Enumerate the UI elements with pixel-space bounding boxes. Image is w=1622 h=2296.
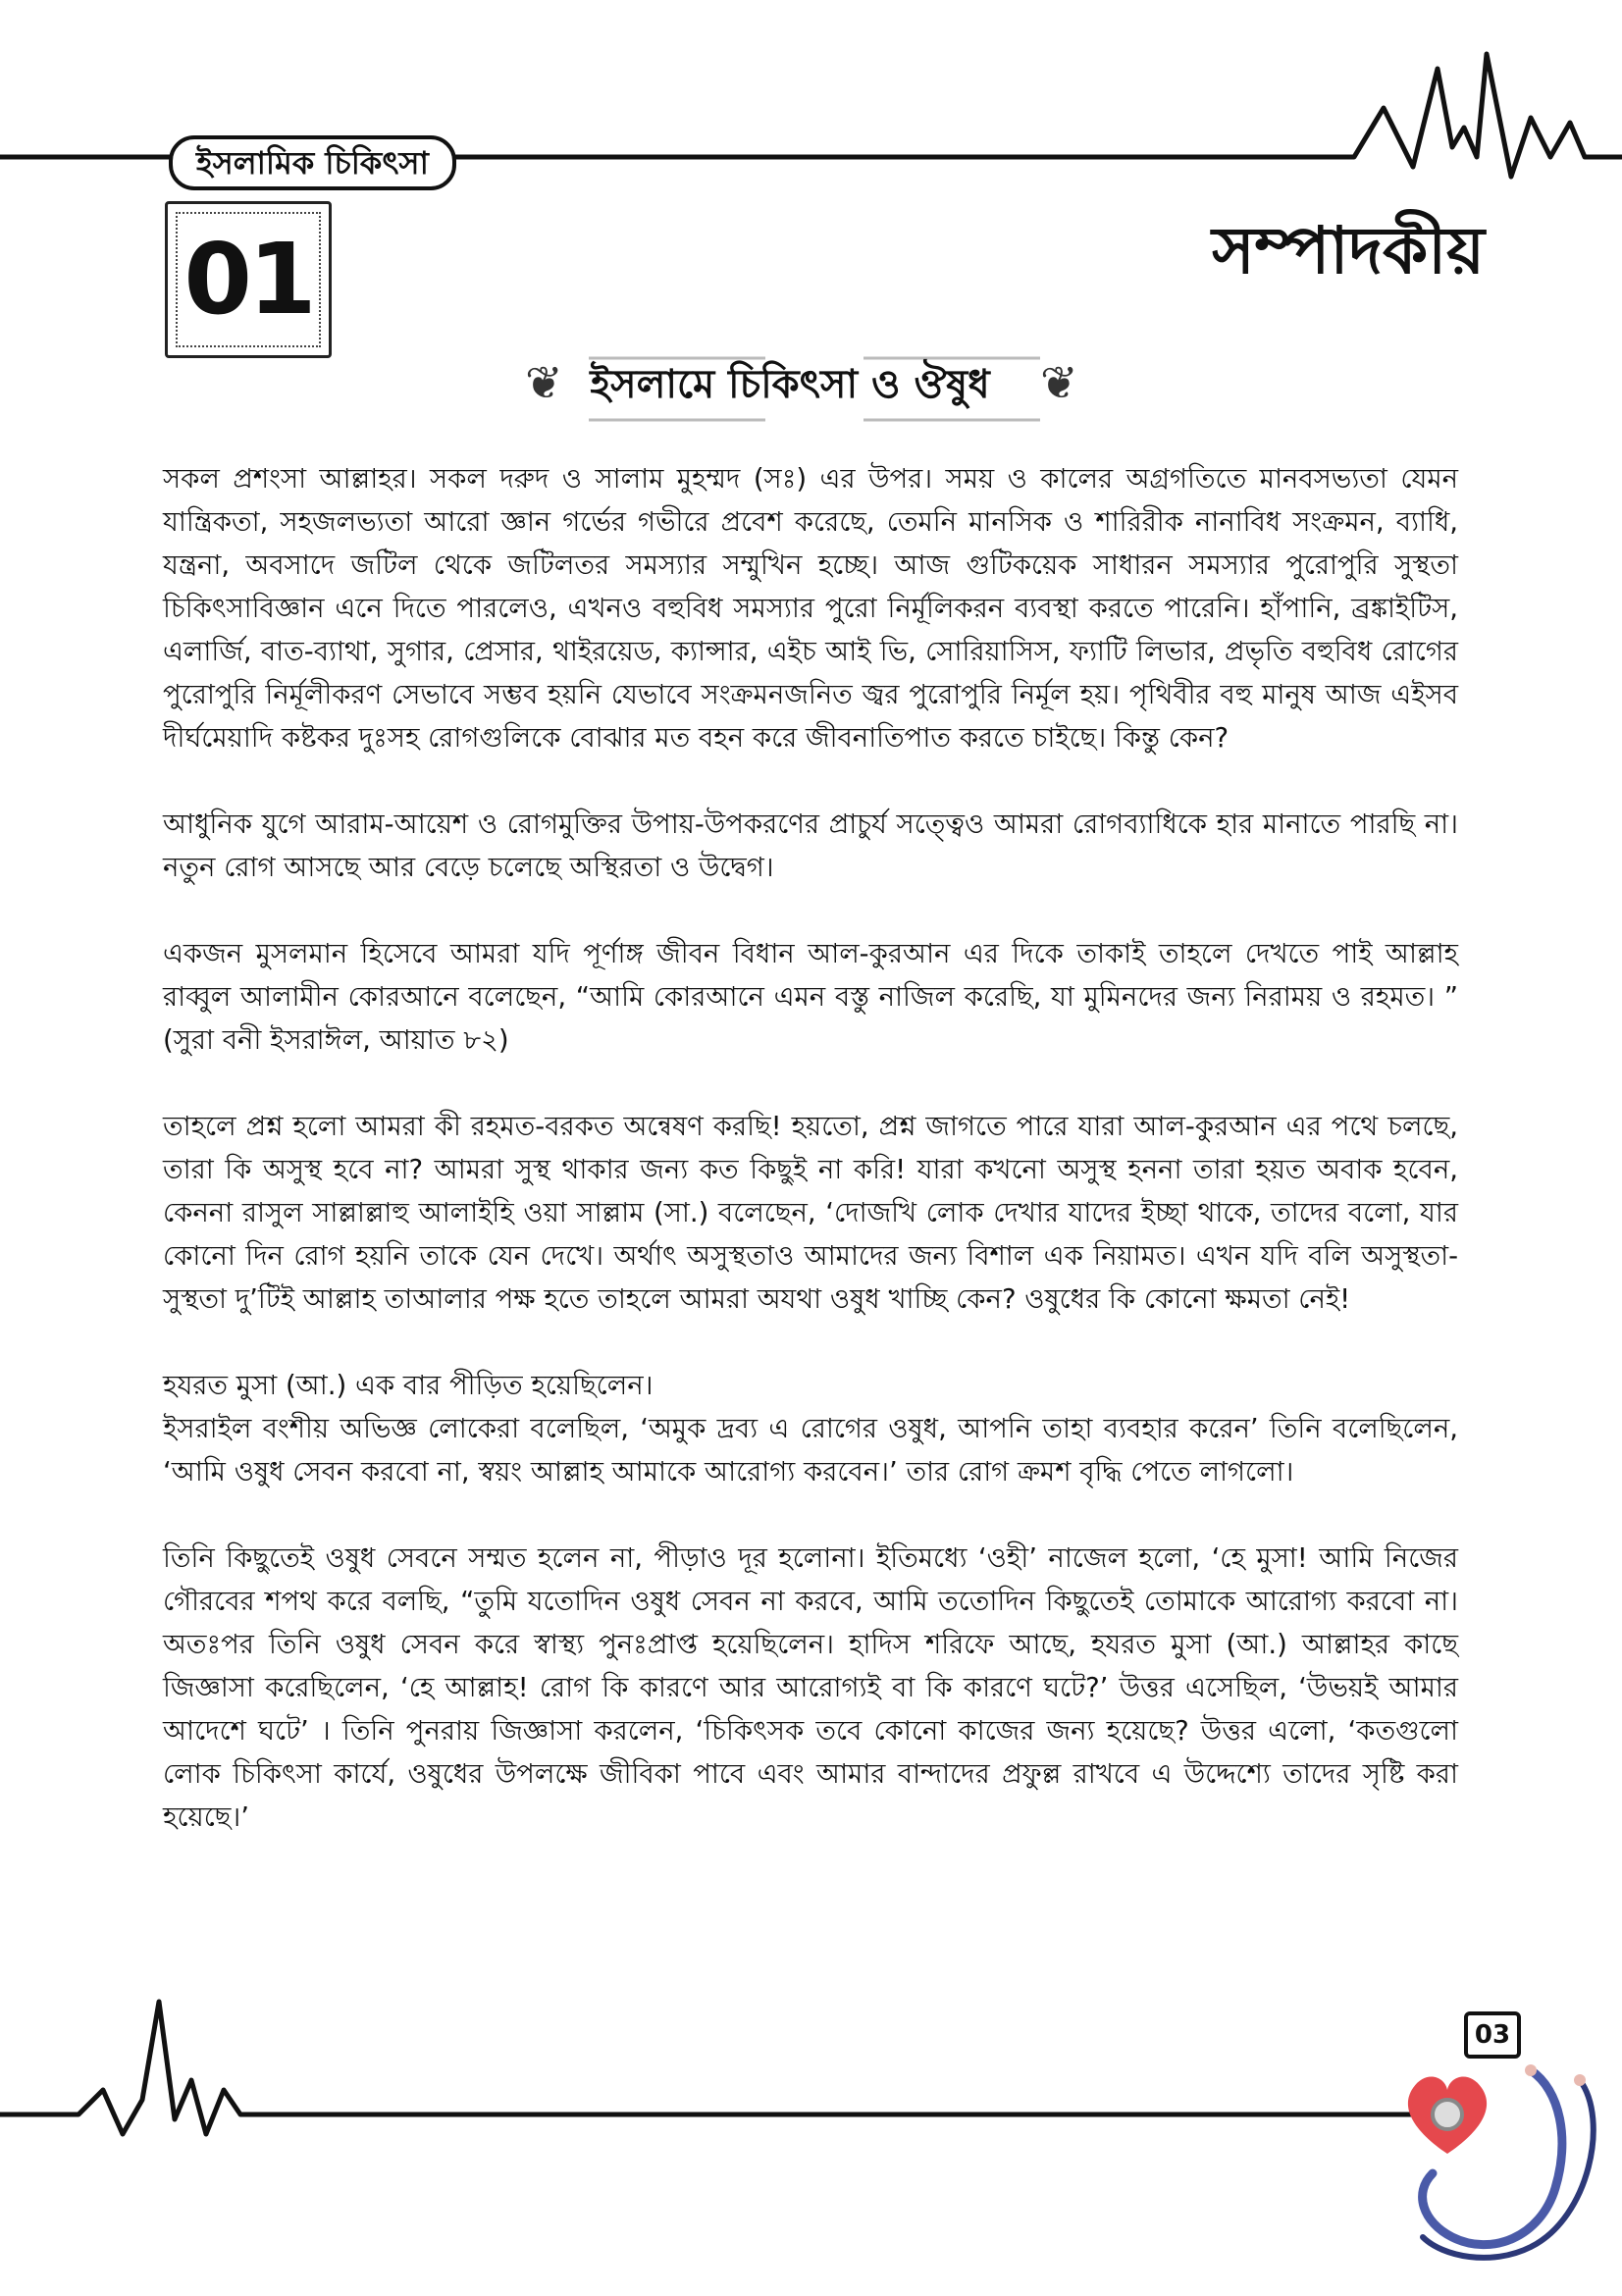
right-ornament-icon: ❦ <box>1040 356 1078 409</box>
paragraph: তিনি কিছুতেই ওষুধ সেবনে সম্মত হলেন না, পীড়াও দূর হলোনা। ইতিমধ্যে ‘ওহী’ নাজেল হলো, ‘হে মুসা! আমি নিজের গৌরবের শপথ করে বলছি, “তুমি যতোদিন ওষুধ সেবন না করবে, আমি ততোদিন কিছুতেই তোমাকে আরোগ্য করবো না। অতঃপর তিনি ওষুধ সেবন করে স্বাস্থ্য পুনঃপ্রাপ্ত হয়েছিলেন। হাদিস শরিফে আছে, হযরত মুসা (আ.) আল্লাহর কাছে জিজ্ঞাসা করেছিলেন, ‘হে আল্লাহ! রোগ কি কারণে আর আরোগ্যই বা কি কারণে ঘটে?’ উত্তর এসেছিল, ‘উভয়ই আমার আদেশে ঘটে’ । তিনি পুনরায় জিজ্ঞাসা করলেন, ‘চিকিৎসক তবে কোনো কাজের জন্য হয়েছে? উত্তর এলো, ‘কতগুলো লোক চিকিৎসা কার্যে, ওষুধের উপলক্ষে জীবিকা পাবে এবং আমার বান্দাদের প্রফুল্ল রাখবে এ উদ্দেশ্যে তাদের সৃষ্টি করা হয়েছে।’ <box>163 1542 1458 1833</box>
magazine-name: ইসলামিক চিকিৎসা <box>169 135 456 190</box>
paragraph: সকল প্রশংসা আল্লাহর। সকল দরুদ ও সালাম মুহম্মদ (সঃ) এর উপর। সময় ও কালের অগ্রগতিতে মানবসভ্যতা যেমন যান্ত্রিকতা, সহজলভ্যতা আরো জ্ঞান গর্ভের গভীরে প্রবেশ করেছে, তেমনি মানসিক ও শারিরীক নানাবিধ সংক্রমন, ব্যাধি, যন্ত্রনা, অবসাদে জটিল থেকে জটিলতর সমস্যার সম্মুখিন হচ্ছে। আজ গুটিকয়েক সাধারন সমস্যার পুরোপুরি সুস্থতা চিকিৎসাবিজ্ঞান এনে দিতে পারলেও, এখনও বহুবিধ সমস্যার পুরো নির্মূলিকরন ব্যবস্থা করতে পারেনি। হাঁপানি, ব্রঙ্কাইটিস, এলার্জি, বাত-ব্যাথা, সুগার, প্রেসার, থাইরয়েড, ক্যান্সার, এইচ আই ভি, সোরিয়াসিস, ফ্যাটি লিভার, প্রভৃতি বহুবিধ রোগের পুরোপুরি নির্মূলীকরণ সেভাবে সম্ভব হয়নি যেভাবে সংক্রমনজনিত জ্বর পুরোপুরি নির্মূল হয়। পৃথিবীর বহু মানুষ আজ এইসব দীর্ঘমেয়াদি কষ্টকর দুঃসহ রোগগুলিকে বোঝার মত বহন করে জীবনাতিপাত করতে চাইছে। কিন্তু কেন? <box>163 463 1458 754</box>
paragraph: হযরত মুসা (আ.) এক বার পীড়িত হয়েছিলেন। ইসরাইল বংশীয় অভিজ্ঞ লোকেরা বলেছিল, ‘অমুক দ্রব্য এ রোগের ওষুধ, আপনি তাহা ব্যবহার করেন’ তিনি বলেছিলেন, ‘আমি ওষুধ সেবন করবো না, স্বয়ং আল্লাহ আমাকে আরোগ্য করবেন।’ তার রোগ ক্রমশ বৃদ্ধি পেতে লাগলো। <box>163 1370 1458 1487</box>
paragraph: তাহলে প্রশ্ন হলো আমরা কী রহমত-বরকত অন্বেষণ করছি! হয়তো, প্রশ্ন জাগতে পারে যারা আল-কুরআন এর পথে চলছে, তারা কি অসুস্থ হবে না? আমরা সুস্থ থাকার জন্য কত কিছুই না করি! যারা কখনো অসুস্থ হননা তারা হয়ত অবাক হবেন, কেননা রাসুল সাল্লাল্লাহু আলাইহি ওয়া সাল্লাম (সা.) বলেছেন, ‘দোজখি লোক দেখার যাদের ইচ্ছা থাকে, তাদের বলো, যার কোনো দিন রোগ হয়নি তাকে যেন দেখে। অর্থাৎ অসুস্থতাও আমাদের জন্য বিশাল এক নিয়ামত। এখন যদি বলি অসুস্থতা-সুস্থতা দু’টিই আল্লাহ তাআলার পক্ষ হতে তাহলে আমরা অযথা ওষুধ খাচ্ছি কেন? ওষুধের কি কোনো ক্ষমতা নেই! <box>163 1111 1458 1315</box>
section-title: সম্পাদকীয় <box>1212 213 1485 288</box>
paragraph: আধুনিক যুগে আরাম-আয়েশ ও রোগমুক্তির উপায়-উপকরণের প্রাচুর্য সত্ত্বেও আমরা রোগব্যাধিকে হার মানাতে পারছি না। নতুন রোগ আসছে আর বেড়ে চলেছে অস্থিরতা ও উদ্বেগ। <box>163 809 1458 883</box>
page-number: 03 <box>1464 2011 1521 2059</box>
issue-number: 01 <box>183 222 313 337</box>
paragraph: একজন মুসলমান হিসেবে আমরা যদি পূর্ণাঙ্গ জীবন বিধান আল-কুরআন এর দিকে তাকাই তাহলে দেখতে পাই আল্লাহ রাব্বুল আলামীন কোরআনে বলেছেন, “আমি কোরআনে এমন বস্তু নাজিল করেছি, যা মুমিনদের জন্য নিরাময় ও রহমত। ” (সুরা বনী ইসরাঈল, আয়াত ৮২) <box>163 938 1458 1056</box>
bottom-heartbeat-line-icon <box>0 2002 1472 2134</box>
article-title: ইসলামে চিকিৎসা ও ঔষুধ <box>590 362 990 407</box>
left-ornament-icon: ❦ <box>525 356 563 409</box>
article-body <box>163 457 1458 1882</box>
stethoscope-chestpiece-icon <box>1433 2100 1462 2129</box>
